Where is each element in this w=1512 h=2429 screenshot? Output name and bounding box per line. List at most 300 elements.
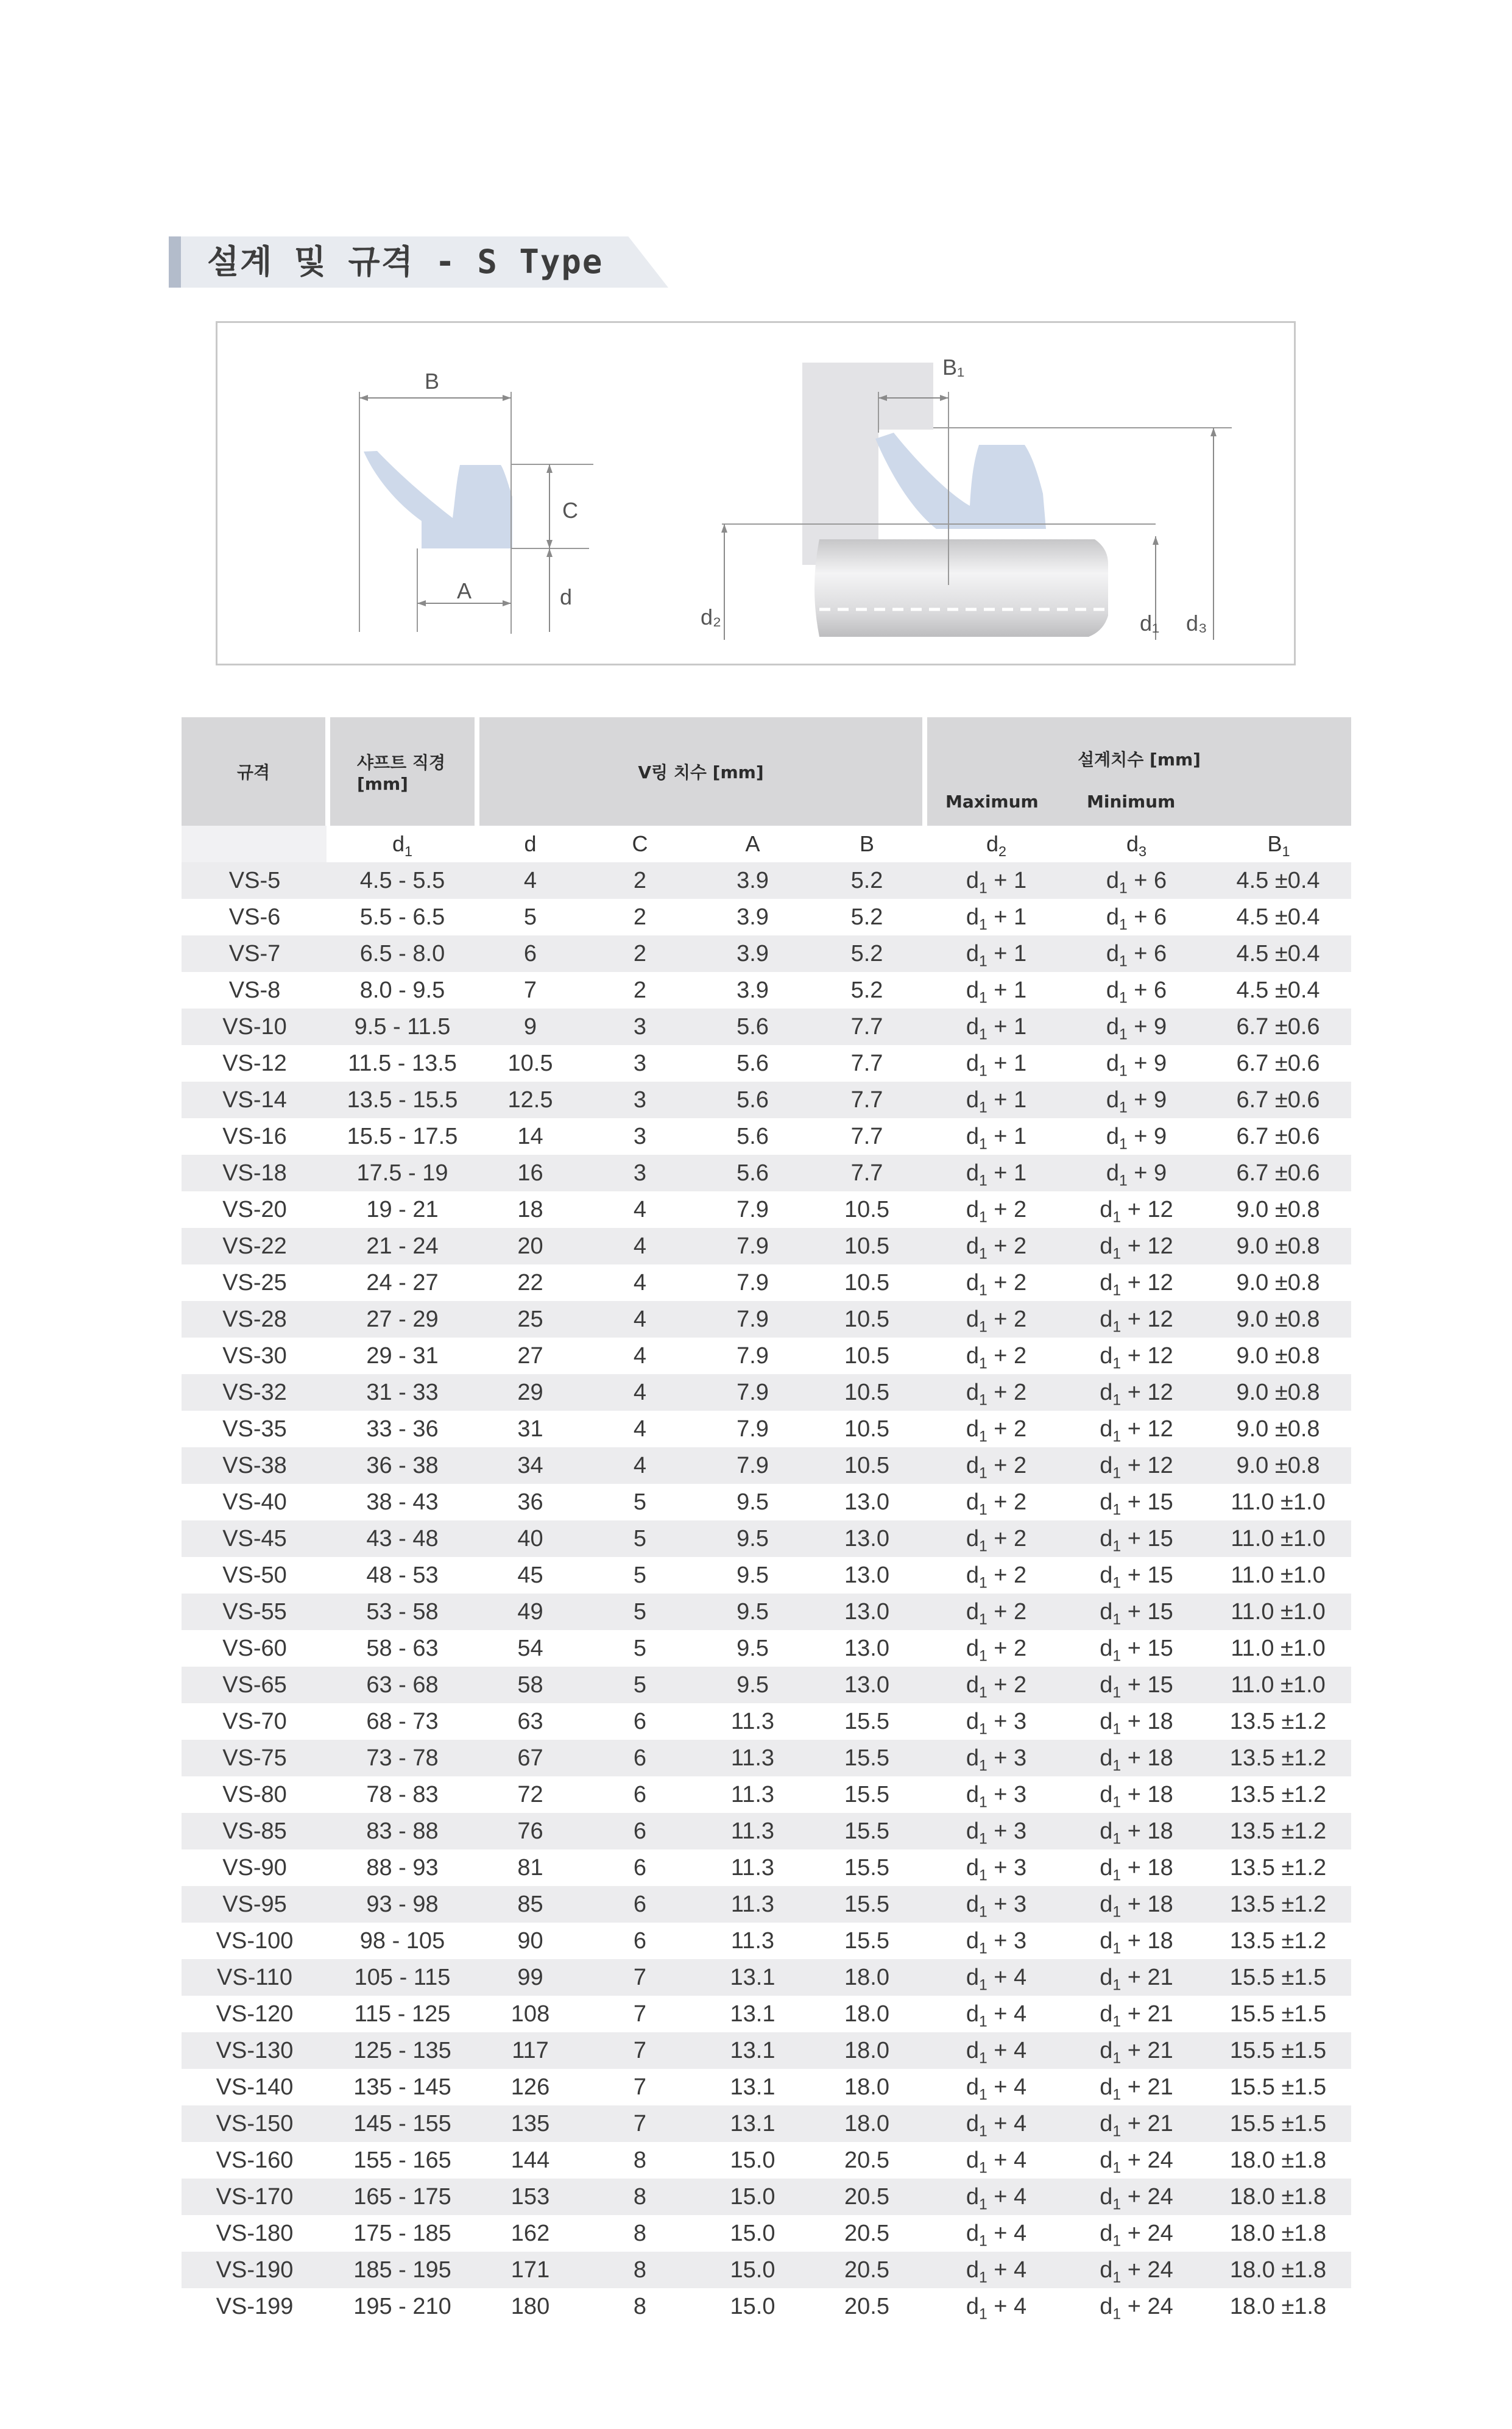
cell-d3: $d_1 + 18$: [1068, 1849, 1205, 1886]
cell-d2: $d_1 + 3$: [925, 1740, 1068, 1776]
cell-B: 5.2: [809, 972, 925, 1009]
cell-C: 8: [584, 2179, 696, 2215]
cell-B: 10.5: [809, 1228, 925, 1264]
cell-B: 10.5: [809, 1338, 925, 1374]
cell-B1: 9.0 ±0.8: [1205, 1447, 1351, 1484]
cell-d2: $d_1 + 2$: [925, 1338, 1068, 1374]
cell-d2: $d_1 + 1$: [925, 1009, 1068, 1045]
label-C: C: [562, 498, 578, 523]
cell-spec: VS-120: [182, 1996, 328, 2032]
header-vring: V링 치수 [mm]: [477, 717, 925, 826]
cell-A: 3.9: [696, 972, 809, 1009]
cell-B: 20.5: [809, 2179, 925, 2215]
cell-C: 4: [584, 1447, 696, 1484]
cell-A: 11.3: [696, 1740, 809, 1776]
table-row: [182, 1703, 1351, 1740]
cell-spec: VS-110: [182, 1959, 328, 1996]
cell-A: 13.1: [696, 1959, 809, 1996]
subheader-d3: $d_3$: [1068, 826, 1205, 862]
cell-B: 7.7: [809, 1045, 925, 1082]
cell-shaft-range: 31 - 33: [328, 1374, 477, 1411]
cell-spec: VS-7: [182, 935, 328, 972]
cell-d: 36: [477, 1484, 584, 1520]
cell-A: 7.9: [696, 1191, 809, 1228]
label-d: d: [560, 584, 573, 609]
cell-B1: 9.0 ±0.8: [1205, 1228, 1351, 1264]
cell-d: 117: [477, 2032, 584, 2069]
cell-shaft-range: 24 - 27: [328, 1264, 477, 1301]
header-row: [182, 717, 1351, 826]
cell-shaft-range: 21 - 24: [328, 1228, 477, 1264]
cell-A: 15.0: [696, 2215, 809, 2252]
cell-d: 6: [477, 935, 584, 972]
cell-C: 6: [584, 1886, 696, 1923]
cell-d3: $d_1 + 9$: [1068, 1082, 1205, 1118]
cell-A: 15.0: [696, 2142, 809, 2179]
cell-d2: $d_1 + 2$: [925, 1667, 1068, 1703]
cell-d: 63: [477, 1703, 584, 1740]
cell-B1: 11.0 ±1.0: [1205, 1630, 1351, 1667]
cell-A: 5.6: [696, 1045, 809, 1082]
header-maximum: Maximum: [945, 792, 1039, 812]
cell-d: 22: [477, 1264, 584, 1301]
cell-A: 11.3: [696, 1849, 809, 1886]
header-shaft-line1: 샤프트 직경: [357, 752, 445, 773]
cell-d2: $d_1 + 3$: [925, 1776, 1068, 1813]
table-row: [182, 1484, 1351, 1520]
table-row: [182, 862, 1351, 899]
cell-d: 76: [477, 1813, 584, 1849]
cell-shaft-range: 48 - 53: [328, 1557, 477, 1594]
cell-d: 14: [477, 1118, 584, 1155]
cell-C: 3: [584, 1009, 696, 1045]
cell-A: 3.9: [696, 862, 809, 899]
subheader-empty: [182, 826, 328, 862]
cell-B1: 18.0 ±1.8: [1205, 2142, 1351, 2179]
cell-d2: $d_1 + 1$: [925, 899, 1068, 935]
cell-d2: $d_1 + 1$: [925, 1082, 1068, 1118]
cell-B: 10.5: [809, 1264, 925, 1301]
cell-shaft-range: 68 - 73: [328, 1703, 477, 1740]
cell-shaft-range: 11.5 - 13.5: [328, 1045, 477, 1082]
cell-d: 58: [477, 1667, 584, 1703]
cell-d2: $d_1 + 4$: [925, 2142, 1068, 2179]
cell-d2: $d_1 + 2$: [925, 1484, 1068, 1520]
cell-spec: VS-40: [182, 1484, 328, 1520]
cell-d2: $d_1 + 3$: [925, 1923, 1068, 1959]
title-accent-stripe: [169, 236, 181, 288]
table-row: [182, 1045, 1351, 1082]
cell-spec: VS-8: [182, 972, 328, 1009]
cell-B1: 11.0 ±1.0: [1205, 1520, 1351, 1557]
cell-d2: $d_1 + 3$: [925, 1813, 1068, 1849]
cell-d2: $d_1 + 2$: [925, 1264, 1068, 1301]
cell-d2: $d_1 + 4$: [925, 1959, 1068, 1996]
cell-B1: 15.5 ±1.5: [1205, 2032, 1351, 2069]
cell-d: 45: [477, 1557, 584, 1594]
table-row: [182, 1813, 1351, 1849]
cell-C: 6: [584, 1740, 696, 1776]
cell-B: 7.7: [809, 1118, 925, 1155]
cell-d3: $d_1 + 12$: [1068, 1228, 1205, 1264]
cell-d3: $d_1 + 15$: [1068, 1484, 1205, 1520]
cell-d3: $d_1 + 12$: [1068, 1338, 1205, 1374]
cell-C: 5: [584, 1667, 696, 1703]
cell-B: 5.2: [809, 899, 925, 935]
cell-d2: $d_1 + 2$: [925, 1411, 1068, 1447]
cell-B: 7.7: [809, 1009, 925, 1045]
cell-d: 171: [477, 2252, 584, 2288]
cell-A: 5.6: [696, 1009, 809, 1045]
cell-d3: $d_1 + 18$: [1068, 1886, 1205, 1923]
cell-spec: VS-10: [182, 1009, 328, 1045]
cell-shaft-range: 53 - 58: [328, 1594, 477, 1630]
cell-B: 15.5: [809, 1886, 925, 1923]
cell-C: 3: [584, 1082, 696, 1118]
cell-spec: VS-140: [182, 2069, 328, 2105]
cell-B1: 18.0 ±1.8: [1205, 2215, 1351, 2252]
subheader-d1: $d_1$: [328, 826, 477, 862]
cell-B1: 11.0 ±1.0: [1205, 1557, 1351, 1594]
cell-A: 9.5: [696, 1520, 809, 1557]
cell-B1: 9.0 ±0.8: [1205, 1264, 1351, 1301]
cell-spec: VS-80: [182, 1776, 328, 1813]
cell-d: 40: [477, 1520, 584, 1557]
cell-d3: $d_1 + 12$: [1068, 1191, 1205, 1228]
table-row: [182, 1776, 1351, 1813]
cell-C: 4: [584, 1191, 696, 1228]
cell-B: 18.0: [809, 1959, 925, 1996]
cell-d: 5: [477, 899, 584, 935]
cell-B: 15.5: [809, 1776, 925, 1813]
cell-B: 18.0: [809, 2069, 925, 2105]
cell-d: 85: [477, 1886, 584, 1923]
cell-A: 13.1: [696, 2105, 809, 2142]
cell-shaft-range: 15.5 - 17.5: [328, 1118, 477, 1155]
cell-B: 13.0: [809, 1520, 925, 1557]
cell-C: 5: [584, 1594, 696, 1630]
cell-spec: VS-180: [182, 2215, 328, 2252]
cell-d2: $d_1 + 4$: [925, 2032, 1068, 2069]
cell-d: 81: [477, 1849, 584, 1886]
cell-shaft-range: 93 - 98: [328, 1886, 477, 1923]
seal-diagram: [216, 321, 1296, 665]
cell-B: 13.0: [809, 1667, 925, 1703]
cell-d2: $d_1 + 2$: [925, 1520, 1068, 1557]
cell-B1: 4.5 ±0.4: [1205, 972, 1351, 1009]
table-row: [182, 1886, 1351, 1923]
table-row: [182, 1740, 1351, 1776]
cell-A: 7.9: [696, 1411, 809, 1447]
cell-shaft-range: 185 - 195: [328, 2252, 477, 2288]
cell-d: 108: [477, 1996, 584, 2032]
cell-d3: $d_1 + 12$: [1068, 1447, 1205, 1484]
cell-d3: $d_1 + 18$: [1068, 1923, 1205, 1959]
cell-B1: 9.0 ±0.8: [1205, 1374, 1351, 1411]
cell-spec: VS-20: [182, 1191, 328, 1228]
cell-B: 15.5: [809, 1813, 925, 1849]
cell-B: 13.0: [809, 1594, 925, 1630]
cell-d3: $d_1 + 15$: [1068, 1594, 1205, 1630]
cell-d3: $d_1 + 9$: [1068, 1118, 1205, 1155]
cell-d3: $d_1 + 12$: [1068, 1301, 1205, 1338]
cell-shaft-range: 135 - 145: [328, 2069, 477, 2105]
cell-d: 31: [477, 1411, 584, 1447]
cell-shaft-range: 63 - 68: [328, 1667, 477, 1703]
cell-C: 2: [584, 935, 696, 972]
cell-C: 6: [584, 1923, 696, 1959]
table-row: [182, 972, 1351, 1009]
table-row: [182, 2288, 1351, 2325]
cell-d3: $d_1 + 24$: [1068, 2179, 1205, 2215]
cell-d: 12.5: [477, 1082, 584, 1118]
cell-shaft-range: 17.5 - 19: [328, 1155, 477, 1191]
cell-d2: $d_1 + 4$: [925, 2288, 1068, 2325]
cell-C: 4: [584, 1374, 696, 1411]
cell-shaft-range: 38 - 43: [328, 1484, 477, 1520]
header-spec: 규격: [182, 717, 328, 826]
cell-B1: 13.5 ±1.2: [1205, 1923, 1351, 1959]
cell-B1: 9.0 ±0.8: [1205, 1301, 1351, 1338]
cell-d3: $d_1 + 21$: [1068, 1959, 1205, 1996]
cell-A: 9.5: [696, 1557, 809, 1594]
cell-A: 3.9: [696, 899, 809, 935]
cell-B1: 13.5 ±1.2: [1205, 1813, 1351, 1849]
table-row: [182, 1557, 1351, 1594]
cell-B: 13.0: [809, 1557, 925, 1594]
cell-d3: $d_1 + 24$: [1068, 2252, 1205, 2288]
cell-C: 5: [584, 1484, 696, 1520]
cell-d3: $d_1 + 12$: [1068, 1374, 1205, 1411]
cell-B1: 11.0 ±1.0: [1205, 1484, 1351, 1520]
cell-C: 3: [584, 1118, 696, 1155]
cell-d: 144: [477, 2142, 584, 2179]
cell-C: 2: [584, 899, 696, 935]
cell-spec: VS-100: [182, 1923, 328, 1959]
cell-spec: VS-38: [182, 1447, 328, 1484]
cell-C: 5: [584, 1520, 696, 1557]
cell-d: 10.5: [477, 1045, 584, 1082]
cell-d: 4: [477, 862, 584, 899]
cell-d: 162: [477, 2215, 584, 2252]
table-row: [182, 1630, 1351, 1667]
cell-d: 99: [477, 1959, 584, 1996]
cell-shaft-range: 165 - 175: [328, 2179, 477, 2215]
cell-spec: VS-25: [182, 1264, 328, 1301]
cell-d: 67: [477, 1740, 584, 1776]
cell-spec: VS-22: [182, 1228, 328, 1264]
spec-table: [182, 717, 1351, 2325]
cell-C: 8: [584, 2288, 696, 2325]
table-row: [182, 2105, 1351, 2142]
cell-A: 7.9: [696, 1374, 809, 1411]
cell-d2: $d_1 + 1$: [925, 1118, 1068, 1155]
cell-B1: 4.5 ±0.4: [1205, 862, 1351, 899]
cell-spec: VS-35: [182, 1411, 328, 1447]
label-d2: d₂: [701, 605, 721, 629]
cell-d3: $d_1 + 24$: [1068, 2142, 1205, 2179]
table-row: [182, 1118, 1351, 1155]
cell-shaft-range: 4.5 - 5.5: [328, 862, 477, 899]
table-row: [182, 2069, 1351, 2105]
cell-d2: $d_1 + 1$: [925, 1155, 1068, 1191]
table-row: [182, 1447, 1351, 1484]
cell-d3: $d_1 + 24$: [1068, 2288, 1205, 2325]
table-row: [182, 1009, 1351, 1045]
cell-B: 10.5: [809, 1191, 925, 1228]
table-row: [182, 1996, 1351, 2032]
table-row: [182, 1594, 1351, 1630]
cell-shaft-range: 19 - 21: [328, 1191, 477, 1228]
cell-d2: $d_1 + 2$: [925, 1191, 1068, 1228]
cell-d2: $d_1 + 2$: [925, 1374, 1068, 1411]
table-row: [182, 1923, 1351, 1959]
cell-A: 7.9: [696, 1338, 809, 1374]
cell-d2: $d_1 + 4$: [925, 1996, 1068, 2032]
cell-B1: 15.5 ±1.5: [1205, 2105, 1351, 2142]
cell-B: 13.0: [809, 1484, 925, 1520]
cell-B: 7.7: [809, 1155, 925, 1191]
cell-d2: $d_1 + 3$: [925, 1849, 1068, 1886]
cell-B: 20.5: [809, 2288, 925, 2325]
cell-shaft-range: 73 - 78: [328, 1740, 477, 1776]
cell-spec: VS-12: [182, 1045, 328, 1082]
cell-B: 20.5: [809, 2142, 925, 2179]
cell-B: 18.0: [809, 1996, 925, 2032]
cell-B1: 6.7 ±0.6: [1205, 1045, 1351, 1082]
header-shaft-line2: [mm]: [357, 773, 408, 794]
cell-spec: VS-55: [182, 1594, 328, 1630]
cell-A: 5.6: [696, 1118, 809, 1155]
cell-d2: $d_1 + 3$: [925, 1703, 1068, 1740]
cell-B1: 18.0 ±1.8: [1205, 2288, 1351, 2325]
cell-d2: $d_1 + 2$: [925, 1557, 1068, 1594]
cell-d2: $d_1 + 3$: [925, 1886, 1068, 1923]
cell-spec: VS-75: [182, 1740, 328, 1776]
cell-B1: 15.5 ±1.5: [1205, 1959, 1351, 1996]
cell-A: 7.9: [696, 1264, 809, 1301]
table-row: [182, 1520, 1351, 1557]
cell-A: 7.9: [696, 1228, 809, 1264]
cell-spec: VS-14: [182, 1082, 328, 1118]
cell-d3: $d_1 + 21$: [1068, 2032, 1205, 2069]
cell-d: 20: [477, 1228, 584, 1264]
cell-A: 13.1: [696, 2032, 809, 2069]
cell-shaft-range: 155 - 165: [328, 2142, 477, 2179]
cell-d3: $d_1 + 15$: [1068, 1667, 1205, 1703]
cell-d: 16: [477, 1155, 584, 1191]
table-row: [182, 1374, 1351, 1411]
cell-d2: $d_1 + 1$: [925, 972, 1068, 1009]
page-title: 설계 및 규격 - S Type: [207, 243, 604, 281]
header-minimum: Minimum: [1087, 792, 1176, 812]
cell-B1: 11.0 ±1.0: [1205, 1667, 1351, 1703]
cell-d2: $d_1 + 1$: [925, 1045, 1068, 1082]
spec-table-container: [182, 717, 1351, 2325]
cell-spec: VS-160: [182, 2142, 328, 2179]
cell-C: 3: [584, 1045, 696, 1082]
table-row: [182, 1849, 1351, 1886]
subheader-d: d: [477, 826, 584, 862]
cell-d3: $d_1 + 6$: [1068, 862, 1205, 899]
cell-d: 9: [477, 1009, 584, 1045]
cell-A: 15.0: [696, 2252, 809, 2288]
cell-d2: $d_1 + 2$: [925, 1228, 1068, 1264]
cell-spec: VS-50: [182, 1557, 328, 1594]
cell-d: 90: [477, 1923, 584, 1959]
cell-shaft-range: 27 - 29: [328, 1301, 477, 1338]
cell-d2: $d_1 + 4$: [925, 2105, 1068, 2142]
header-design-label: 설계치수 [mm]: [1078, 750, 1201, 770]
cell-B: 10.5: [809, 1411, 925, 1447]
cell-spec: VS-170: [182, 2179, 328, 2215]
cell-A: 9.5: [696, 1484, 809, 1520]
cell-shaft-range: 58 - 63: [328, 1630, 477, 1667]
cell-d3: $d_1 + 6$: [1068, 899, 1205, 935]
table-row: [182, 2179, 1351, 2215]
cell-B1: 9.0 ±0.8: [1205, 1338, 1351, 1374]
cell-B1: 4.5 ±0.4: [1205, 935, 1351, 972]
cell-C: 8: [584, 2142, 696, 2179]
cell-C: 6: [584, 1703, 696, 1740]
cell-shaft-range: 83 - 88: [328, 1813, 477, 1849]
cell-d3: $d_1 + 9$: [1068, 1045, 1205, 1082]
cell-B: 18.0: [809, 2105, 925, 2142]
cell-d3: $d_1 + 21$: [1068, 1996, 1205, 2032]
cell-B1: 6.7 ±0.6: [1205, 1118, 1351, 1155]
cell-C: 4: [584, 1301, 696, 1338]
cell-B1: 6.7 ±0.6: [1205, 1082, 1351, 1118]
cell-shaft-range: 6.5 - 8.0: [328, 935, 477, 972]
cell-shaft-range: 88 - 93: [328, 1849, 477, 1886]
cell-A: 9.5: [696, 1594, 809, 1630]
cell-d2: $d_1 + 2$: [925, 1630, 1068, 1667]
cell-C: 5: [584, 1630, 696, 1667]
cell-A: 3.9: [696, 935, 809, 972]
table-row: [182, 1228, 1351, 1264]
seal-diagram-svg: [217, 323, 1294, 664]
cell-d3: $d_1 + 9$: [1068, 1009, 1205, 1045]
right-installation-drawing: [721, 363, 1232, 640]
cell-d3: $d_1 + 18$: [1068, 1776, 1205, 1813]
cell-B: 15.5: [809, 1923, 925, 1959]
cell-B1: 13.5 ±1.2: [1205, 1776, 1351, 1813]
table-row: [182, 2215, 1351, 2252]
cell-A: 11.3: [696, 1813, 809, 1849]
cell-d3: $d_1 + 15$: [1068, 1520, 1205, 1557]
subheader-row: [182, 826, 1351, 862]
cell-C: 7: [584, 2069, 696, 2105]
cell-B: 20.5: [809, 2215, 925, 2252]
table-row: [182, 1082, 1351, 1118]
cell-d3: $d_1 + 24$: [1068, 2215, 1205, 2252]
cell-spec: VS-190: [182, 2252, 328, 2288]
cell-B: 10.5: [809, 1374, 925, 1411]
cell-spec: VS-45: [182, 1520, 328, 1557]
cell-C: 4: [584, 1228, 696, 1264]
cell-A: 9.5: [696, 1667, 809, 1703]
cell-d2: $d_1 + 4$: [925, 2215, 1068, 2252]
table-row: [182, 1264, 1351, 1301]
cell-d: 29: [477, 1374, 584, 1411]
cell-d2: $d_1 + 2$: [925, 1594, 1068, 1630]
cell-d3: $d_1 + 9$: [1068, 1155, 1205, 1191]
cell-B1: 6.7 ±0.6: [1205, 1009, 1351, 1045]
cell-B1: 15.5 ±1.5: [1205, 1996, 1351, 2032]
cell-B: 18.0: [809, 2032, 925, 2069]
cell-C: 4: [584, 1264, 696, 1301]
subheader-B: B: [809, 826, 925, 862]
